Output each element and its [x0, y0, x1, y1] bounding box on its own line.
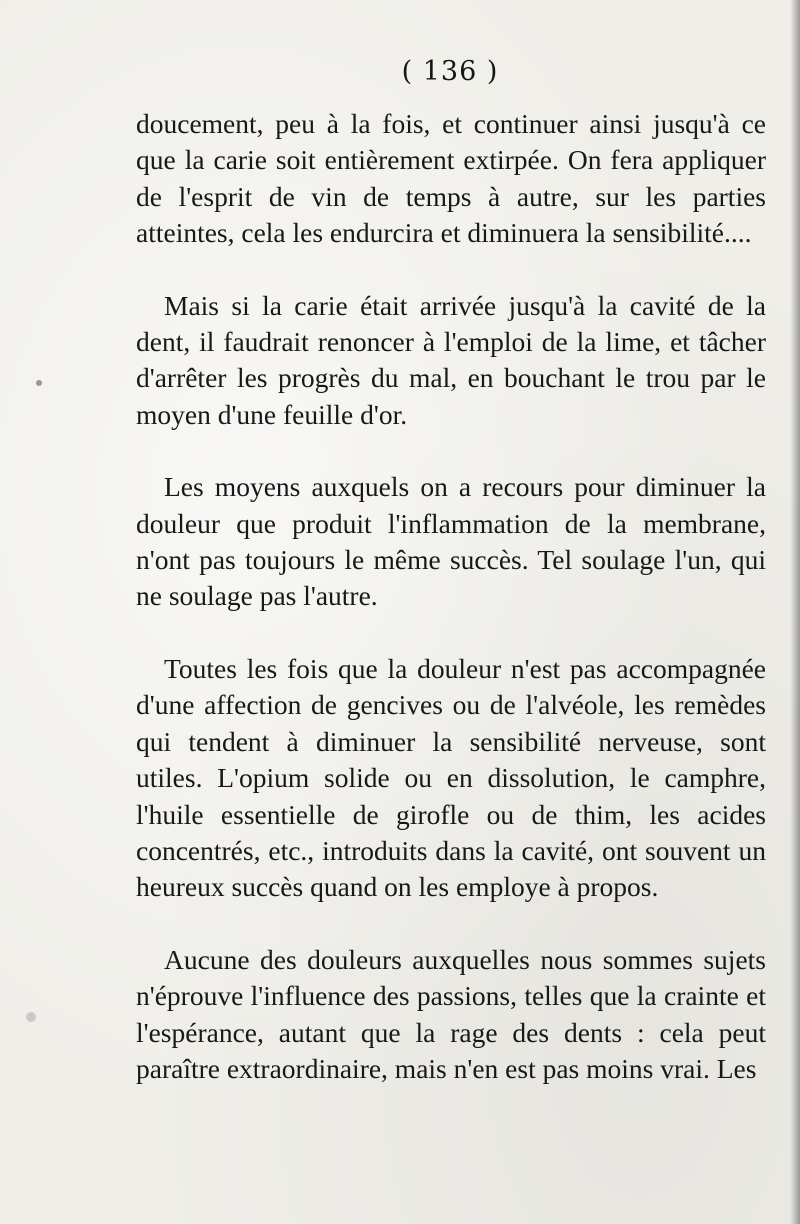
print-speck — [36, 380, 42, 386]
paragraph-5: Aucune des douleurs auxquelles nous sommes sujets n'éprouve l'influence des passions, telles que la crainte et l'espérance, autant que la rage des dents : cela peut paraître extraordinaire, mais n'en est pas moins vrai. Les — [136, 943, 766, 1084]
paragraph-1: doucement, peu à la fois, et continuer ainsi jusqu'à ce que la carie soit entièrement extirpée. On fera appliquer de l'esprit de vin de temps à autre, sur les parties atteintes, cela les endurcira et diminuera la sensibilité.... — [136, 108, 766, 249]
paragraph-2: Mais si la carie était arrivée jusqu'à la cavité de la dent, il faudrait renoncer à l'emploi de la lime, et tâcher d'arrêter les progrès du mal, en bouchant le trou par le moyen d'une feuille d'or. — [136, 289, 766, 430]
body-text — [136, 106, 766, 1087]
paragraph-3: Les moyens auxquels on a recours pour diminuer la douleur que produit l'inflammation de la membrane, n'ont pas toujours le même succès. Tel soulage l'un, qui ne soulage pas l'autre. — [136, 471, 766, 612]
print-speck — [26, 1012, 36, 1022]
page-edge-shadow — [790, 0, 800, 1224]
page-number: ( 136 ) — [401, 56, 499, 87]
paragraph-4: Toutes les fois que la douleur n'est pas accompagnée d'une affection de gencives ou de l'alvéole, les remèdes qui tendent à diminuer la sensibilité nerveuse, sont utiles. L'opium solide ou en dissolution, le camphre, l'huile essentielle de girofle ou de thim, les acides concentrés, etc., introduits dans la cavité, ont souvent un heureux succès quand on les employe à propos. — [136, 652, 766, 903]
